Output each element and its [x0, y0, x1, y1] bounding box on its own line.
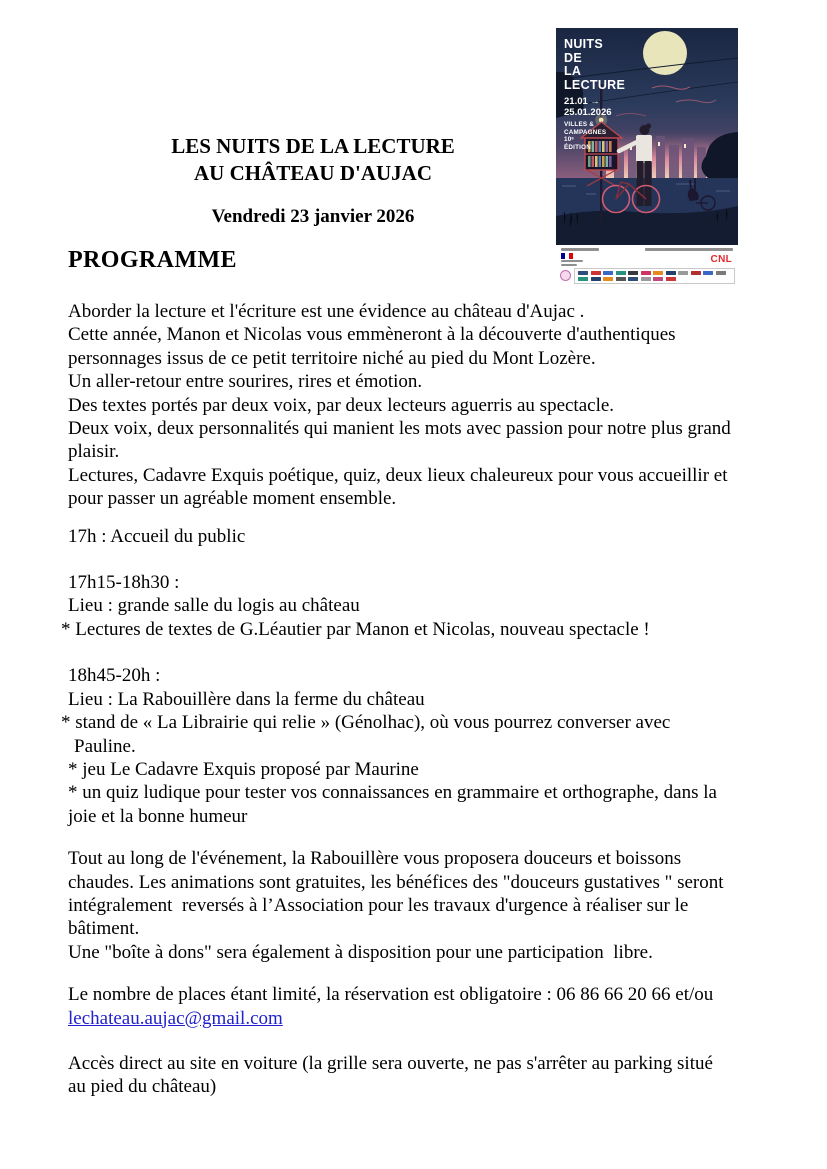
text-line: Une "boîte à dons" sera également à disposition pour une participation libre.: [68, 941, 653, 963]
poster-subtitle-line: CAMPAGNES: [564, 128, 607, 136]
poster-title-line: DE: [564, 50, 582, 65]
text-line: Tout au long de l'événement, la Rabouillère vous proposera douceurs et boissons: [68, 848, 682, 870]
text-line: * jeu Le Cadavre Exquis proposé par Maurine: [68, 758, 419, 780]
email-line: [68, 1007, 783, 1030]
text-line: Un aller-retour entre sourires, rires et émotion.: [68, 371, 423, 393]
text-line: personnages issus de ce petit territoire niché au pied du Mont Lozère.: [68, 347, 596, 369]
text-line: Deux voix, deux personnalités qui manient les mots avec passion pour notre plus grand: [68, 418, 731, 440]
text-line: * Lectures de textes de G.Léautier par Manon et Nicolas, nouveau spectacle !: [61, 618, 650, 640]
paragraph-gap: [68, 964, 783, 983]
text-line: Lieu : La Rabouillère dans la ferme du château: [68, 688, 425, 710]
poster-edition-number: 10ᵉ: [564, 136, 574, 144]
text-line: chaudes. Les animations sont gratuites, les bénéfices des "douceurs gustatives " seront: [68, 871, 724, 893]
schedule-18h45: 18h45-20h :: [68, 665, 161, 687]
poster-date-end: 25.01.2026: [564, 107, 612, 118]
title-block: [68, 133, 558, 229]
text-line: Lectures, Cadavre Exquis poétique, quiz, deux lieux chaleureux pour vous accueillir et: [68, 464, 728, 486]
event-date: Vendredi 23 janvier 2026: [211, 206, 415, 227]
document-body: [61, 133, 783, 1099]
text-line: Cette année, Manon et Nicolas vous emmèneront à la découverte d'authentiques: [68, 324, 676, 346]
text-line: Le nombre de places étant limité, la réservation est obligatoire : 06 86 66 20 66 et/ou: [68, 984, 714, 1006]
text-line: joie et la bonne humeur: [68, 805, 248, 827]
text-line: Accès direct au site en voiture (la grille sera ouverte, ne pas s'arrêter au parking situé: [68, 1052, 713, 1074]
text-line: * un quiz ludique pour tester vos connaissances en grammaire et orthographe, dans la: [68, 782, 717, 804]
paragraph-gap: [68, 641, 783, 664]
paragraph-gap: [68, 828, 783, 847]
email-link[interactable]: lechateau.aujac@gmail.com: [68, 1007, 283, 1029]
page-title-line2: AU CHÂTEAU D'AUJAC: [193, 161, 432, 185]
text-line: plaisir.: [68, 441, 120, 463]
poster-subtitle-line: VILLES &: [564, 121, 594, 128]
paragraph-gap: [68, 548, 783, 571]
text-line: intégralement reversés à l’Association pour les travaux d'urgence à réaliser sur le: [68, 894, 689, 916]
text-line: bâtiment.: [68, 918, 140, 940]
page-title-line1: LES NUITS DE LA LECTURE: [171, 134, 455, 158]
text-line: Aborder la lecture et l'écriture est une évidence au château d'Aujac .: [68, 301, 585, 322]
cnl-logo: CNL: [710, 253, 732, 265]
paragraph-gap: [68, 511, 783, 525]
text-line: Pauline.: [74, 735, 136, 757]
schedule-17h: 17h : Accueil du public: [68, 525, 246, 547]
poster-title-line: NUITS: [564, 37, 603, 51]
text-line: au pied du château): [68, 1076, 217, 1098]
programme-text: [61, 300, 783, 1099]
paragraph-gap: [68, 1030, 783, 1052]
section-heading-programme: PROGRAMME: [68, 247, 237, 273]
poster-date-start: 21.01 →: [564, 96, 600, 107]
schedule-17h15: 17h15-18h30 :: [68, 572, 180, 594]
text-line: Des textes portés par deux voix, par deux lecteurs aguerris au spectacle.: [68, 394, 615, 416]
poster-title-line: LECTURE: [564, 77, 626, 92]
poster-edition-label: ÉDITION: [564, 143, 591, 151]
poster-title-line: LA: [564, 64, 582, 78]
text-line: * stand de « La Librairie qui relie » (Génolhac), où vous pourrez converser avec: [61, 712, 671, 734]
text-line: Lieu : grande salle du logis au château: [68, 595, 360, 617]
text-line: pour passer un agréable moment ensemble.: [68, 488, 397, 510]
